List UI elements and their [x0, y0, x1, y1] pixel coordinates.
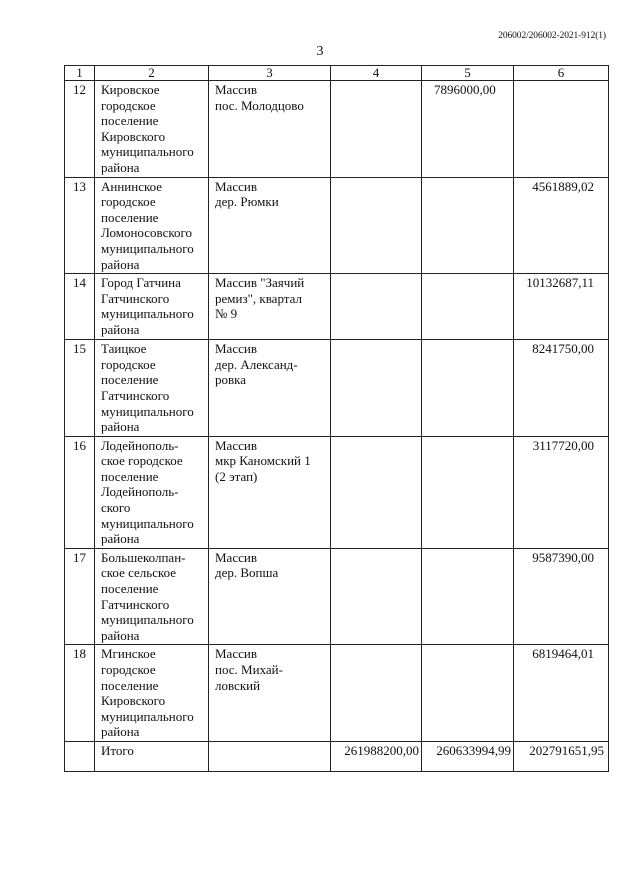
total-col6: 202791651,95 — [514, 741, 609, 771]
column-header-2: 2 — [95, 66, 209, 81]
column-header-4: 4 — [331, 66, 422, 81]
municipality-cell: Аннинское городское поселение Ломоносовского муниципального района — [95, 177, 209, 274]
table-row — [65, 548, 609, 645]
value-cell-col4 — [331, 340, 422, 437]
municipality-cell: Город Гатчина Гатчинского муниципального района — [95, 274, 209, 340]
table-row — [65, 177, 609, 274]
table-row — [65, 340, 609, 437]
row-number-cell: 13 — [65, 177, 95, 274]
location-cell: Массив мкр Каномский 1 (2 этап) — [209, 436, 331, 548]
column-header-3: 3 — [209, 66, 331, 81]
value-cell-col6: 9587390,00 — [514, 548, 609, 645]
total-row — [65, 741, 609, 771]
row-number-cell: 18 — [65, 645, 95, 742]
total-label: Итого — [95, 741, 209, 771]
value-cell-col6: 10132687,11 — [514, 274, 609, 340]
municipality-cell: Лодейнополь- ское городское поселение Лодейнополь- ского муниципального района — [95, 436, 209, 548]
value-cell-col4 — [331, 645, 422, 742]
column-header-1: 1 — [65, 66, 95, 81]
value-cell-col5 — [422, 340, 514, 437]
value-cell-col6: 8241750,00 — [514, 340, 609, 437]
value-cell-col4 — [331, 81, 422, 178]
value-cell-col5 — [422, 274, 514, 340]
municipality-cell: Таицкое городское поселение Гатчинского муниципального района — [95, 340, 209, 437]
row-number-cell: 14 — [65, 274, 95, 340]
location-cell: Массив дер. Александ- ровка — [209, 340, 331, 437]
value-cell-col4 — [331, 274, 422, 340]
row-number-cell: 12 — [65, 81, 95, 178]
location-cell: Массив дер. Вопша — [209, 548, 331, 645]
data-table — [64, 65, 609, 772]
total-location-cell — [209, 741, 331, 771]
document-number: 206002/206002-2021-912(1) — [498, 31, 606, 41]
location-cell: Массив дер. Рюмки — [209, 177, 331, 274]
location-cell: Массив "Заячий ремиз", квартал № 9 — [209, 274, 331, 340]
total-col5: 260633994,99 — [422, 741, 514, 771]
table-row — [65, 436, 609, 548]
row-number-cell: 17 — [65, 548, 95, 645]
value-cell-col5 — [422, 645, 514, 742]
page-number: 3 — [316, 44, 324, 59]
location-cell: Массив пос. Михай- ловский — [209, 645, 331, 742]
total-col4: 261988200,00 — [331, 741, 422, 771]
municipality-cell: Большеколпан- ское сельское поселение Гатчинского муниципального района — [95, 548, 209, 645]
column-header-5: 5 — [422, 66, 514, 81]
value-cell-col4 — [331, 548, 422, 645]
municipality-cell: Мгинское городское поселение Кировского муниципального района — [95, 645, 209, 742]
total-number-cell — [65, 741, 95, 771]
value-cell-col6: 3117720,00 — [514, 436, 609, 548]
value-cell-col4 — [331, 177, 422, 274]
table-row — [65, 645, 609, 742]
column-header-6: 6 — [514, 66, 609, 81]
value-cell-col6 — [514, 81, 609, 178]
table-row — [65, 81, 609, 178]
value-cell-col5 — [422, 548, 514, 645]
value-cell-col5 — [422, 177, 514, 274]
value-cell-col6: 6819464,01 — [514, 645, 609, 742]
table-header-row — [65, 66, 609, 81]
value-cell-col6: 4561889,02 — [514, 177, 609, 274]
municipality-cell: Кировское городское поселение Кировского муниципального района — [95, 81, 209, 178]
row-number-cell: 15 — [65, 340, 95, 437]
value-cell-col5 — [422, 436, 514, 548]
row-number-cell: 16 — [65, 436, 95, 548]
table-row — [65, 274, 609, 340]
value-cell-col4 — [331, 436, 422, 548]
value-cell-col5: 7896000,00 — [422, 81, 514, 178]
location-cell: Массив пос. Молодцово — [209, 81, 331, 178]
